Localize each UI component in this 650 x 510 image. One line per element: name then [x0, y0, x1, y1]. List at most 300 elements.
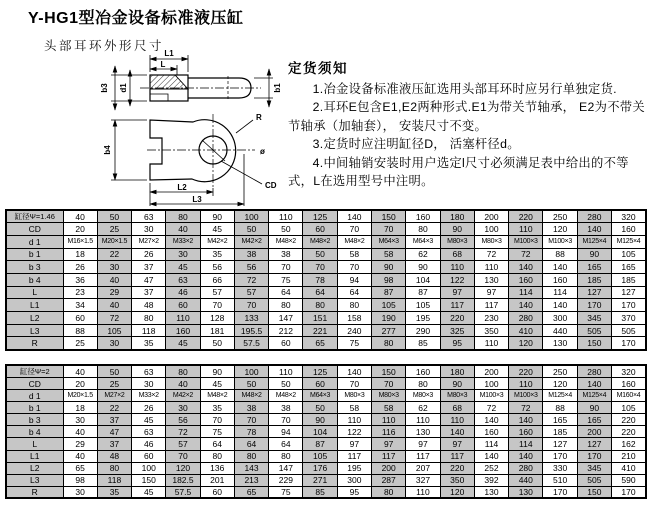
cell: 95 — [440, 337, 474, 350]
cell: 18 — [63, 248, 97, 261]
cell: 45 — [200, 378, 234, 390]
row-label: L2 — [6, 312, 63, 325]
table-row — [6, 312, 646, 325]
cell: 90 — [200, 365, 234, 378]
cell: M27×2 — [97, 390, 131, 402]
cell: 90 — [372, 261, 406, 274]
cell: 130 — [406, 426, 440, 438]
cell: 280 — [509, 312, 543, 325]
row-label: b 3 — [6, 261, 63, 274]
cell: 45 — [166, 261, 200, 274]
cell: M27×2 — [132, 235, 166, 248]
cell: 60 — [132, 450, 166, 462]
cell: 50 — [97, 210, 131, 223]
cell: 57 — [234, 286, 268, 299]
cell: 170 — [612, 299, 647, 312]
dim-L3: L3 — [192, 195, 202, 204]
cell: 56 — [200, 261, 234, 274]
cell: M20×1.5 — [63, 390, 97, 402]
cell: 110 — [440, 261, 474, 274]
cell: 80 — [406, 223, 440, 236]
cell: 90 — [200, 210, 234, 223]
cell: M48×2 — [269, 235, 303, 248]
cell: 80 — [166, 365, 200, 378]
cell: 140 — [337, 210, 371, 223]
cell: 140 — [577, 378, 611, 390]
cell: 97 — [440, 438, 474, 450]
cell: 150 — [577, 337, 611, 350]
cell: 330 — [543, 462, 577, 474]
cell: 510 — [543, 474, 577, 486]
cell: 64 — [303, 286, 337, 299]
cell: 118 — [97, 474, 131, 486]
cell: 20 — [63, 378, 97, 390]
cell: 34 — [63, 299, 97, 312]
cell: 90 — [440, 378, 474, 390]
cell: 300 — [337, 474, 371, 486]
cell: 160 — [509, 426, 543, 438]
cell: 58 — [337, 402, 371, 414]
cell: 287 — [372, 474, 406, 486]
cell: 70 — [372, 378, 406, 390]
cell: 75 — [200, 426, 234, 438]
cell: 105 — [612, 248, 647, 261]
cell: 140 — [474, 414, 508, 426]
cell: 90 — [406, 261, 440, 274]
cell: 64 — [269, 286, 303, 299]
cell: 110 — [440, 414, 474, 426]
cell: 65 — [63, 462, 97, 474]
cell: 105 — [303, 450, 337, 462]
cell: 40 — [97, 273, 131, 286]
cell: M100×3 — [474, 390, 508, 402]
cell: 58 — [372, 248, 406, 261]
cell: 58 — [337, 248, 371, 261]
cell: 75 — [269, 486, 303, 498]
cell: 100 — [474, 378, 508, 390]
cell: 117 — [440, 299, 474, 312]
cell: 350 — [440, 474, 474, 486]
cell: 220 — [440, 462, 474, 474]
cell: 176 — [303, 462, 337, 474]
cell: 117 — [474, 299, 508, 312]
table-row — [6, 426, 646, 438]
cell: M64×3 — [303, 390, 337, 402]
cell: 70 — [166, 450, 200, 462]
cell: 30 — [97, 337, 131, 350]
cell: 280 — [577, 210, 611, 223]
dim-L: L — [160, 60, 166, 69]
cell: 50 — [269, 378, 303, 390]
cell: 110 — [509, 378, 543, 390]
cell: 250 — [543, 365, 577, 378]
dim-L1: L1 — [164, 49, 174, 58]
cell: 57 — [166, 438, 200, 450]
cell: 47 — [132, 273, 166, 286]
cell: 410 — [612, 462, 647, 474]
cell: 162 — [612, 438, 647, 450]
cell: 300 — [543, 312, 577, 325]
cell: 195.5 — [234, 324, 268, 337]
table-row — [6, 248, 646, 261]
cell: 36 — [63, 273, 97, 286]
cell: 110 — [406, 414, 440, 426]
cell: 38 — [269, 402, 303, 414]
cell: 65 — [234, 486, 268, 498]
row-label: b 4 — [6, 273, 63, 286]
cell: 38 — [234, 248, 268, 261]
cell: 140 — [543, 299, 577, 312]
cell: 75 — [337, 337, 371, 350]
row-label: d 1 — [6, 235, 63, 248]
cell: 165 — [612, 261, 647, 274]
cell: 207 — [406, 462, 440, 474]
cell: M80×3 — [372, 390, 406, 402]
cell: M125×4 — [577, 390, 611, 402]
cell: M42×2 — [166, 390, 200, 402]
cell: 66 — [200, 273, 234, 286]
cell: 160 — [406, 365, 440, 378]
cell: 68 — [440, 402, 474, 414]
cell: 45 — [166, 337, 200, 350]
cell: 94 — [269, 426, 303, 438]
cell: M125×4 — [612, 235, 647, 248]
cell: 128 — [200, 312, 234, 325]
cell: 160 — [543, 273, 577, 286]
cell: 20 — [63, 223, 97, 236]
cell: 240 — [337, 324, 371, 337]
cell: 35 — [97, 486, 131, 498]
cell: 98 — [372, 273, 406, 286]
table-row — [6, 450, 646, 462]
table-row — [6, 474, 646, 486]
cell: 60 — [303, 223, 337, 236]
order-notes — [288, 57, 648, 191]
cell: 271 — [303, 474, 337, 486]
cell: 47 — [97, 426, 131, 438]
cell: 220 — [612, 414, 647, 426]
drawing-caption: 头部耳环外形尺寸 — [44, 39, 165, 53]
cell: 70 — [337, 261, 371, 274]
cell: 100 — [132, 462, 166, 474]
row-label: b 1 — [6, 248, 63, 261]
cell: 26 — [132, 248, 166, 261]
dim-b3: b3 — [100, 83, 109, 93]
cell: 60 — [200, 486, 234, 498]
cell: M100×3 — [509, 235, 543, 248]
cell: 122 — [440, 273, 474, 286]
cell: 50 — [97, 365, 131, 378]
cell: M48×2 — [234, 390, 268, 402]
cell: 90 — [440, 223, 474, 236]
cell: 185 — [577, 273, 611, 286]
cell: 201 — [200, 474, 234, 486]
cell: 40 — [63, 210, 97, 223]
cell: 87 — [372, 286, 406, 299]
dimension-table-ratio-2 — [5, 364, 647, 499]
cell: 110 — [474, 261, 508, 274]
cell: M64×3 — [372, 235, 406, 248]
cell: 160 — [406, 210, 440, 223]
table-row — [6, 486, 646, 498]
cell: 220 — [509, 365, 543, 378]
table-row — [6, 337, 646, 350]
cell: 87 — [303, 438, 337, 450]
cell: 165 — [577, 414, 611, 426]
table-row — [6, 210, 646, 223]
cell: 29 — [97, 286, 131, 299]
table-row — [6, 390, 646, 402]
cell: M125×4 — [577, 235, 611, 248]
cell: 70 — [234, 414, 268, 426]
cell: M16×1.5 — [63, 235, 97, 248]
cell: 114 — [509, 286, 543, 299]
cell: 62 — [406, 248, 440, 261]
cell: 210 — [612, 450, 647, 462]
cell: M48×2 — [303, 235, 337, 248]
cell: 170 — [543, 450, 577, 462]
cell: 104 — [406, 273, 440, 286]
cell: 325 — [440, 324, 474, 337]
cell: M48×2 — [200, 390, 234, 402]
cell: 350 — [474, 324, 508, 337]
cell: 70 — [337, 223, 371, 236]
cell: 110 — [269, 210, 303, 223]
table-row — [6, 235, 646, 248]
cell: 133 — [234, 312, 268, 325]
cell: 127 — [577, 438, 611, 450]
cell: 64 — [200, 438, 234, 450]
cell: 57.5 — [234, 337, 268, 350]
cell: 320 — [612, 210, 647, 223]
cell: 90 — [577, 402, 611, 414]
cell: 200 — [372, 462, 406, 474]
cell: 120 — [543, 378, 577, 390]
cell: 30 — [63, 414, 97, 426]
cell: 26 — [63, 261, 97, 274]
row-label: CD — [6, 223, 63, 236]
cell: 18 — [63, 402, 97, 414]
cell: 150 — [577, 486, 611, 498]
cell: 25 — [97, 378, 131, 390]
cell: 37 — [132, 261, 166, 274]
cell: 140 — [474, 450, 508, 462]
dim-b4: b4 — [103, 145, 112, 155]
cell: 117 — [440, 450, 474, 462]
cell: 72 — [97, 312, 131, 325]
cell: 140 — [337, 365, 371, 378]
cell: 40 — [166, 378, 200, 390]
row-label: L3 — [6, 324, 63, 337]
cell: 165 — [543, 414, 577, 426]
cell: 70 — [372, 223, 406, 236]
cell: M160×4 — [612, 390, 647, 402]
cell: 160 — [509, 273, 543, 286]
cell: 58 — [372, 402, 406, 414]
cell: 160 — [166, 324, 200, 337]
cell: 505 — [577, 474, 611, 486]
cell: 100 — [234, 210, 268, 223]
cell: 110 — [509, 223, 543, 236]
row-label: R — [6, 486, 63, 498]
cell: 370 — [612, 312, 647, 325]
cell: 127 — [543, 438, 577, 450]
cell: 200 — [474, 365, 508, 378]
table-row — [6, 223, 646, 236]
cell: 85 — [406, 337, 440, 350]
table-row — [6, 414, 646, 426]
cell: 180 — [440, 365, 474, 378]
cell: 130 — [509, 486, 543, 498]
order-note-item: 2.耳环E包含E1,E2两种形式.E1为带关节轴承， E2为不带关节轴承（加轴套）， 安装尺寸不变。 — [288, 100, 646, 133]
cell: M80×3 — [440, 390, 474, 402]
cell: 95 — [337, 486, 371, 498]
cell: 22 — [97, 402, 131, 414]
cell: 80 — [200, 450, 234, 462]
cell: 140 — [509, 414, 543, 426]
cell: 70 — [303, 261, 337, 274]
order-note-item: 4.中间轴销安装时用户选定l尺寸必须满足表中给出的不等式，L在选用型号中注明。 — [288, 155, 629, 189]
cell: 45 — [132, 414, 166, 426]
cell: 72 — [474, 402, 508, 414]
cell: 80 — [166, 210, 200, 223]
dim-diameter: ø — [260, 147, 265, 156]
cell: 122 — [337, 426, 371, 438]
cell: 46 — [132, 438, 166, 450]
cell: 23 — [63, 286, 97, 299]
cell: 70 — [234, 299, 268, 312]
cell: M33×2 — [132, 390, 166, 402]
cell: 80 — [372, 337, 406, 350]
cell: 229 — [269, 474, 303, 486]
cell: 80 — [97, 462, 131, 474]
cell: 170 — [612, 337, 647, 350]
cell: M80×3 — [474, 235, 508, 248]
cell: 125 — [303, 210, 337, 223]
cell: 68 — [440, 248, 474, 261]
cell: 48 — [97, 450, 131, 462]
cell: 220 — [440, 312, 474, 325]
cell: 64 — [234, 438, 268, 450]
cell: 37 — [132, 286, 166, 299]
cell: 63 — [132, 426, 166, 438]
cell: 212 — [269, 324, 303, 337]
row-label: b 4 — [6, 426, 63, 438]
cell: 64 — [269, 438, 303, 450]
cell: 220 — [612, 426, 647, 438]
cell: 130 — [543, 337, 577, 350]
table-row — [6, 402, 646, 414]
cell: 100 — [474, 223, 508, 236]
front-view — [103, 113, 277, 206]
cell: 143 — [234, 462, 268, 474]
cell: 30 — [166, 248, 200, 261]
cell: 110 — [406, 486, 440, 498]
cell: 50 — [303, 402, 337, 414]
row-label: L1 — [6, 450, 63, 462]
cell: 45 — [132, 486, 166, 498]
cell: 221 — [303, 324, 337, 337]
cell: 140 — [440, 426, 474, 438]
row-label: b 3 — [6, 414, 63, 426]
cell: 37 — [97, 414, 131, 426]
order-note-item: 1.冶金设备标准液压缸选用头部耳环时应另行单独定货. — [312, 82, 617, 96]
cell: 26 — [132, 402, 166, 414]
cell: 114 — [474, 438, 508, 450]
cell: 80 — [132, 312, 166, 325]
cell: 150 — [372, 210, 406, 223]
cell: 120 — [440, 486, 474, 498]
cell: 30 — [63, 486, 97, 498]
dim-R: R — [256, 113, 262, 122]
cell: 195 — [406, 312, 440, 325]
cell: 90 — [303, 414, 337, 426]
cell: 158 — [337, 312, 371, 325]
cell: 80 — [303, 299, 337, 312]
cell: 280 — [577, 365, 611, 378]
cell: 140 — [509, 261, 543, 274]
row-label: b 1 — [6, 402, 63, 414]
cell: 185 — [612, 273, 647, 286]
cell: M48×2 — [337, 235, 371, 248]
cell: 505 — [577, 324, 611, 337]
cell: 147 — [269, 462, 303, 474]
cell: 97 — [406, 438, 440, 450]
cell: 280 — [509, 462, 543, 474]
cell: 250 — [543, 210, 577, 223]
row-label: d 1 — [6, 390, 63, 402]
cell: 117 — [372, 450, 406, 462]
cell: 114 — [509, 438, 543, 450]
cell: 140 — [509, 299, 543, 312]
cell: 60 — [269, 337, 303, 350]
table-row — [6, 462, 646, 474]
dim-b1: b1 — [273, 83, 282, 93]
table-row — [6, 299, 646, 312]
cell: M42×2 — [200, 235, 234, 248]
cell: M100×3 — [509, 390, 543, 402]
cell: 94 — [337, 273, 371, 286]
cell: 50 — [234, 223, 268, 236]
cell: 392 — [474, 474, 508, 486]
dim-CD: CD — [265, 181, 277, 190]
cell: 110 — [474, 337, 508, 350]
cell: 50 — [303, 248, 337, 261]
cell: 30 — [132, 378, 166, 390]
cell: 80 — [269, 299, 303, 312]
dim-d1: d1 — [119, 83, 128, 93]
cell: 110 — [269, 365, 303, 378]
cell: 200 — [474, 210, 508, 223]
cell: 170 — [577, 299, 611, 312]
cell: 37 — [97, 438, 131, 450]
cell: 130 — [474, 486, 508, 498]
cell: 505 — [612, 324, 647, 337]
cell: 75 — [269, 273, 303, 286]
cell: 72 — [166, 426, 200, 438]
cell: 50 — [200, 337, 234, 350]
table-row — [6, 286, 646, 299]
cell: 88 — [543, 402, 577, 414]
cell: 63 — [132, 210, 166, 223]
cell: 150 — [372, 365, 406, 378]
cell: 25 — [97, 223, 131, 236]
cell: 105 — [97, 324, 131, 337]
cell: 40 — [63, 365, 97, 378]
cell: 45 — [200, 223, 234, 236]
cell: 125 — [303, 365, 337, 378]
dim-L2: L2 — [177, 183, 187, 192]
